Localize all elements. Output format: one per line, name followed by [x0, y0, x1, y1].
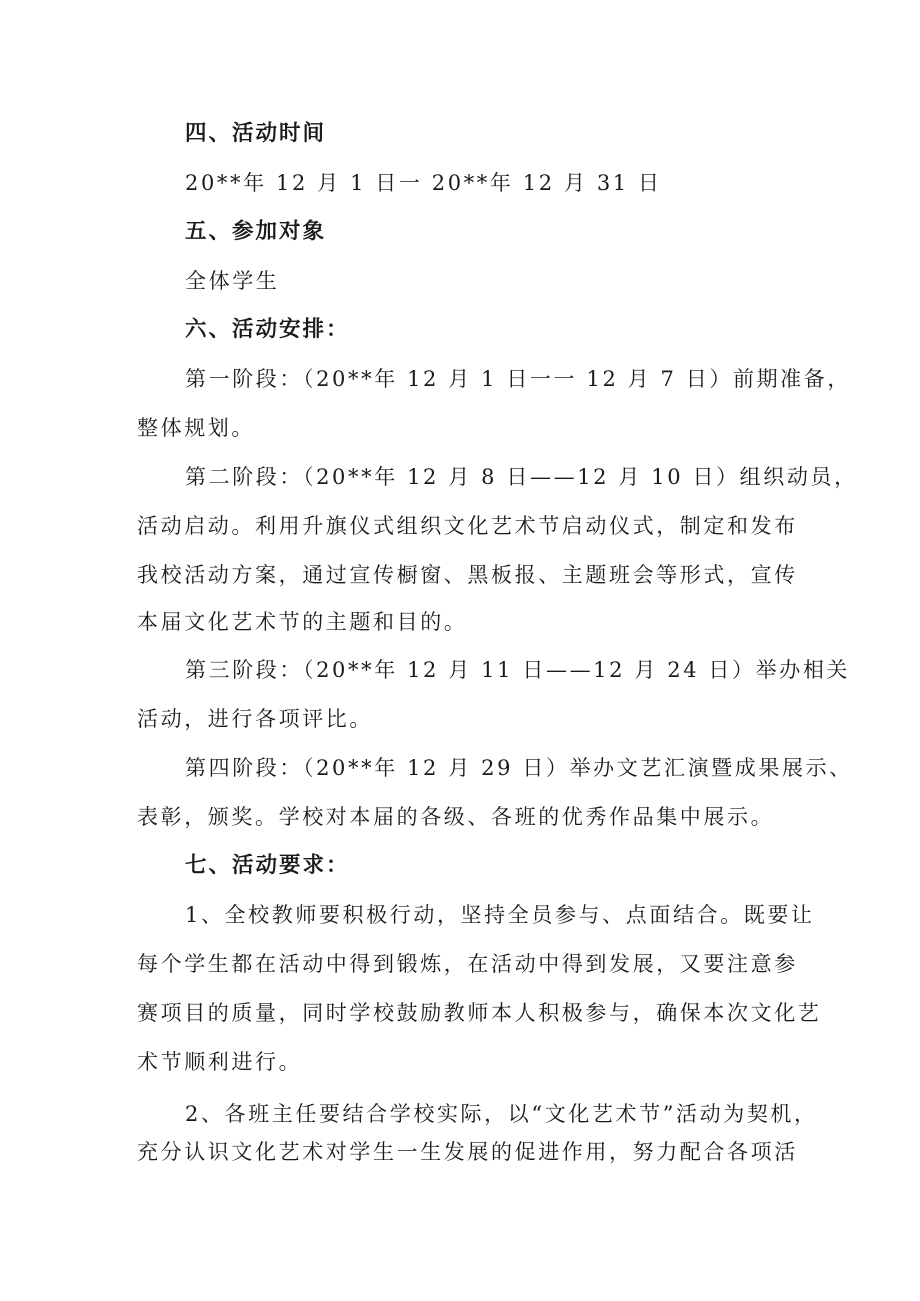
section-5-heading: 五、参加对象 — [185, 219, 327, 244]
requirement-2-line-2: 充分认识文化艺术对学生一生发展的促进作用，努力配合各项活 — [137, 1140, 798, 1164]
stage-2-line-1: 第二阶段：（20**年 12 月 8 日——12 月 10 日）组织动员， — [185, 465, 858, 489]
requirement-2-line-1: 2、各班主任要结合学校实际，以“文化艺术节”活动为契机， — [185, 1102, 818, 1126]
section-4-heading: 四、活动时间 — [185, 121, 327, 146]
stage-4-line-2: 表彰，颁奖。学校对本届的各级、各班的优秀作品集中展示。 — [137, 805, 775, 829]
section-7-heading: 七、活动要求： — [185, 853, 350, 878]
stage-2-line-4: 本届文化艺术节的主题和目的。 — [137, 610, 468, 634]
stage-2-line-3: 我校活动方案，通过宣传橱窗、黑板报、主题班会等形式，宣传 — [137, 563, 798, 587]
participants-text: 全体学生 — [185, 269, 280, 293]
stage-1-line-2: 整体规划。 — [137, 416, 255, 440]
stage-1-line-1: 第一阶段：（20**年 12 月 1 日一一 12 月 7 日）前期准备， — [185, 367, 851, 391]
requirement-1-line-4: 术节顺利进行。 — [137, 1050, 303, 1074]
section-6-heading: 六、活动安排： — [185, 317, 350, 342]
stage-2-line-2: 活动启动。利用升旗仪式组织文化艺术节启动仪式，制定和发布 — [137, 514, 798, 538]
stage-3-line-2: 活动，进行各项评比。 — [137, 707, 373, 731]
requirement-1-line-3: 赛项目的质量，同时学校鼓励教师本人积极参与，确保本次文化艺 — [137, 1001, 822, 1025]
requirement-1-line-1: 1、全校教师要积极行动，坚持全员参与、点面结合。既要让 — [185, 903, 815, 927]
activity-time-text: 20**年 12 月 1 日一 20**年 12 月 31 日 — [185, 171, 662, 195]
stage-4-line-1: 第四阶段：（20**年 12 月 29 日）举办文艺汇演暨成果展示、 — [185, 756, 853, 780]
stage-3-line-1: 第三阶段：（20**年 12 月 11 日——12 月 24 日）举办相关 — [185, 658, 851, 682]
requirement-1-line-2: 每个学生都在活动中得到锻炼，在活动中得到发展，又要注意参 — [137, 952, 798, 976]
